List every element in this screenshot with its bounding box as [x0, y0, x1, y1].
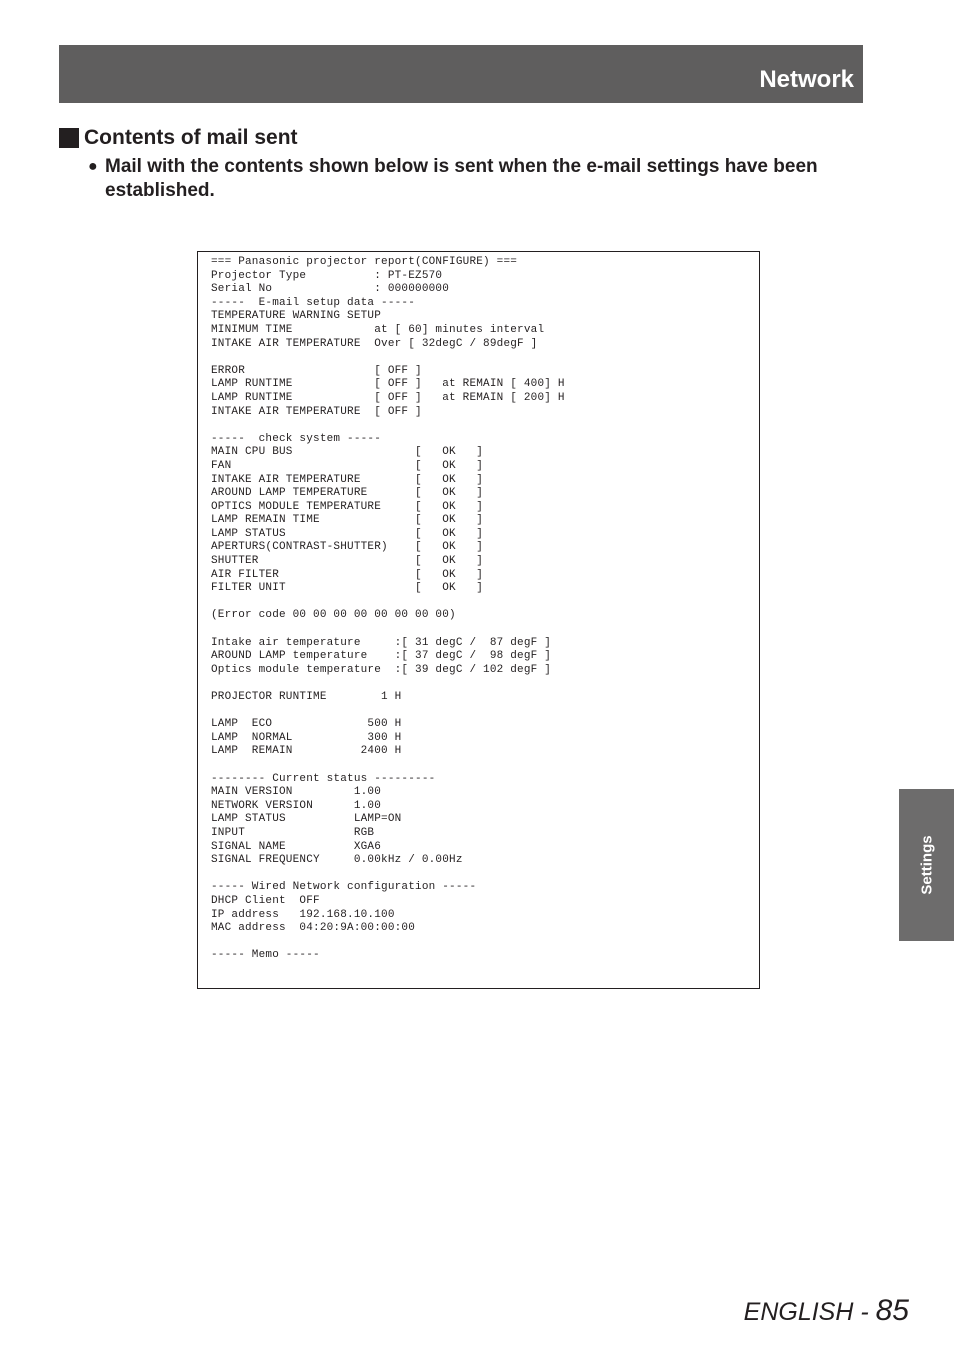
mail-line: LAMP RUNTIME [ OFF ] at REMAIN [ 200] H	[211, 391, 565, 404]
mail-line: ERROR [ OFF ]	[211, 364, 422, 377]
mail-line: ----- Wired Network configuration -----	[211, 881, 477, 894]
mail-line: MAIN VERSION 1.00	[211, 786, 382, 799]
mail-line: IP address 192.168.10.100	[211, 908, 395, 921]
mail-line: ----- Memo -----	[211, 949, 320, 962]
footer-language: ENGLISH	[743, 1298, 854, 1326]
mail-line: -------- Current status ---------	[211, 772, 436, 785]
page-number: 85	[875, 1294, 909, 1327]
mail-line: FILTER UNIT [ OK ]	[211, 582, 484, 595]
mail-line: ----- E-mail setup data -----	[211, 296, 416, 309]
mail-line: Optics module temperature :[ 39 degC / 102 degF ]	[211, 663, 552, 676]
mail-line: MAC address 04:20:9A:00:00:00	[211, 922, 416, 935]
mail-sample-content	[211, 256, 565, 963]
mail-line: Serial No : 000000000	[211, 283, 450, 296]
side-tab-label: Settings	[918, 835, 935, 895]
mail-line: INTAKE AIR TEMPERATURE [ OK ]	[211, 473, 484, 486]
mail-line: LAMP NORMAL 300 H	[211, 731, 402, 744]
section-title: Contents of mail sent	[84, 126, 298, 149]
mail-sample-box	[197, 251, 760, 989]
mail-line: PROJECTOR RUNTIME 1 H	[211, 691, 402, 703]
mail-line: FAN [ OK ]	[211, 459, 484, 472]
mail-line: INPUT RGB	[211, 826, 375, 839]
mail-line: TEMPERATURE WARNING SETUP	[211, 310, 382, 323]
intro-bullet	[88, 155, 848, 203]
mail-line: SHUTTER [ OK ]	[211, 555, 484, 568]
header-bar	[59, 45, 863, 103]
mail-line: APERTURS(CONTRAST-SHUTTER) [ OK ]	[211, 541, 484, 554]
intro-text: Mail with the contents shown below is sent when the e-mail settings have been established.	[105, 156, 818, 201]
mail-line: MINIMUM TIME at [ 60] minutes interval	[211, 323, 545, 336]
mail-line: INTAKE AIR TEMPERATURE Over [ 32degC / 89degF ]	[211, 337, 538, 350]
mail-line: NETWORK VERSION 1.00	[211, 799, 382, 812]
section-heading	[59, 125, 298, 151]
mail-line: LAMP STATUS [ OK ]	[211, 527, 484, 540]
page-footer	[744, 1294, 909, 1328]
footer-separator: -	[853, 1298, 876, 1326]
mail-line: LAMP ECO 500 H	[211, 718, 402, 731]
mail-line: AROUND LAMP temperature :[ 37 degC / 98 degF ]	[211, 650, 552, 663]
mail-line: LAMP REMAIN 2400 H	[211, 745, 402, 758]
mail-line: AROUND LAMP TEMPERATURE [ OK ]	[211, 487, 484, 500]
mail-line: DHCP Client OFF	[211, 894, 320, 907]
mail-line: OPTICS MODULE TEMPERATURE [ OK ]	[211, 500, 484, 513]
mail-line: LAMP RUNTIME [ OFF ] at REMAIN [ 400] H	[211, 378, 565, 391]
mail-line: === Panasonic projector report(CONFIGURE) ===	[211, 256, 518, 268]
mail-line: LAMP REMAIN TIME [ OK ]	[211, 514, 484, 527]
mail-line: (Error code 00 00 00 00 00 00 00 00)	[211, 609, 456, 622]
mail-line: LAMP STATUS LAMP=ON	[211, 813, 402, 826]
side-tab-settings[interactable]	[899, 789, 954, 941]
mail-line: AIR FILTER [ OK ]	[211, 568, 484, 581]
mail-line: SIGNAL FREQUENCY 0.00kHz / 0.00Hz	[211, 854, 463, 867]
mail-line: Intake air temperature :[ 31 degC / 87 degF ]	[211, 636, 552, 649]
bullet-dot-icon: ●	[88, 158, 98, 175]
mail-line: ----- check system -----	[211, 432, 382, 445]
header-title: Network	[759, 66, 854, 93]
mail-line: MAIN CPU BUS [ OK ]	[211, 446, 484, 459]
square-bullet-icon	[59, 128, 79, 148]
mail-line: SIGNAL NAME XGA6	[211, 840, 382, 853]
mail-line: INTAKE AIR TEMPERATURE [ OFF ]	[211, 405, 422, 418]
mail-line: Projector Type : PT-EZ570	[211, 269, 443, 282]
